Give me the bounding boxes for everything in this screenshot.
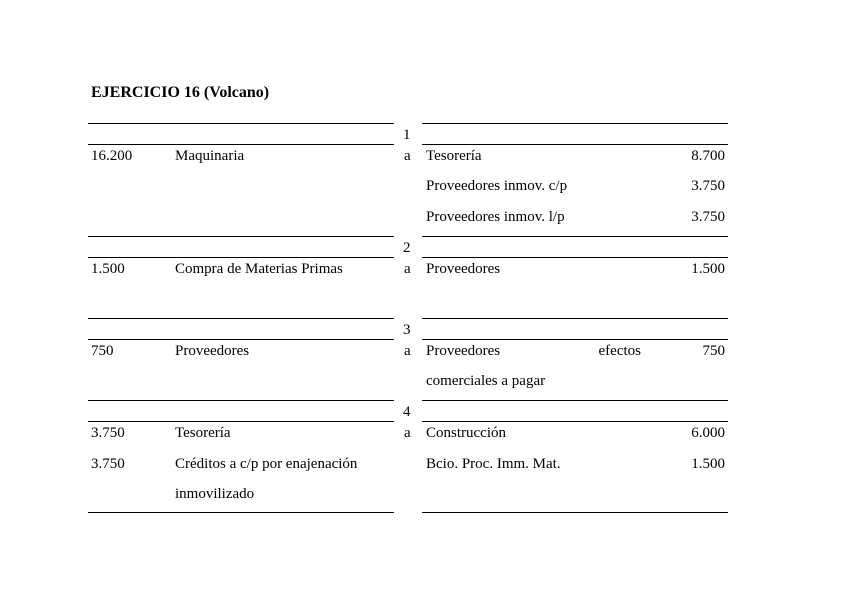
credit-amount: 8.700 [691, 148, 725, 164]
debit-account: Proveedores [175, 343, 250, 359]
entry-connector: a [404, 148, 411, 164]
credit-account: Construcción [426, 425, 506, 441]
credit-account-word: Proveedores [426, 343, 501, 359]
rule-header-left [88, 421, 394, 422]
rule-header-left [88, 257, 394, 258]
entry-number: 2 [403, 240, 411, 256]
debit-account: Compra de Materias Primas [175, 261, 343, 277]
credit-amount: 6.000 [691, 425, 725, 441]
entry-number: 3 [403, 322, 411, 338]
debit-account: Maquinaria [175, 148, 245, 164]
debit-account: Tesorería [175, 425, 231, 441]
credit-amount: 1.500 [691, 261, 725, 277]
entry-number: 1 [403, 127, 411, 143]
credit-amount: 3.750 [691, 178, 725, 194]
debit-account-line2: inmovilizado [175, 486, 255, 502]
credit-account: Proveedores inmov. l/p [426, 209, 565, 225]
entry-connector: a [404, 261, 411, 277]
debit-amount: 16.200 [91, 148, 133, 164]
debit-amount: 3.750 [91, 456, 125, 472]
debit-account: Créditos a c/p por enajenación [175, 456, 358, 472]
rule-header-right [422, 339, 728, 340]
rule-top-right [422, 318, 728, 319]
credit-account: Proveedores [426, 261, 501, 277]
rule-top-left [88, 236, 394, 237]
rule-bottom-left [88, 512, 394, 513]
credit-account: Bcio. Proc. Imm. Mat. [426, 456, 561, 472]
rule-top-right [422, 123, 728, 124]
debit-amount: 1.500 [91, 261, 125, 277]
rule-top-left [88, 318, 394, 319]
credit-account-line2: comerciales a pagar [426, 373, 546, 389]
entry-connector: a [404, 425, 411, 441]
rule-top-right [422, 400, 728, 401]
credit-account-word: efectos [598, 343, 641, 359]
rule-header-right [422, 257, 728, 258]
rule-bottom-right [422, 512, 728, 513]
rule-header-right [422, 144, 728, 145]
credit-amount: 3.750 [691, 209, 725, 225]
debit-amount: 750 [91, 343, 114, 359]
credit-account [426, 342, 641, 360]
rule-header-left [88, 144, 394, 145]
entry-number: 4 [403, 404, 411, 420]
credit-amount: 750 [702, 343, 725, 359]
credit-account: Tesorería [426, 148, 482, 164]
entry-connector: a [404, 343, 411, 359]
rule-top-left [88, 400, 394, 401]
page-title: EJERCICIO 16 (Volcano) [91, 84, 270, 101]
credit-account: Proveedores inmov. c/p [426, 178, 568, 194]
debit-amount: 3.750 [91, 425, 125, 441]
rule-header-right [422, 421, 728, 422]
credit-amount: 1.500 [691, 456, 725, 472]
rule-header-left [88, 339, 394, 340]
rule-top-right [422, 236, 728, 237]
rule-top-left [88, 123, 394, 124]
